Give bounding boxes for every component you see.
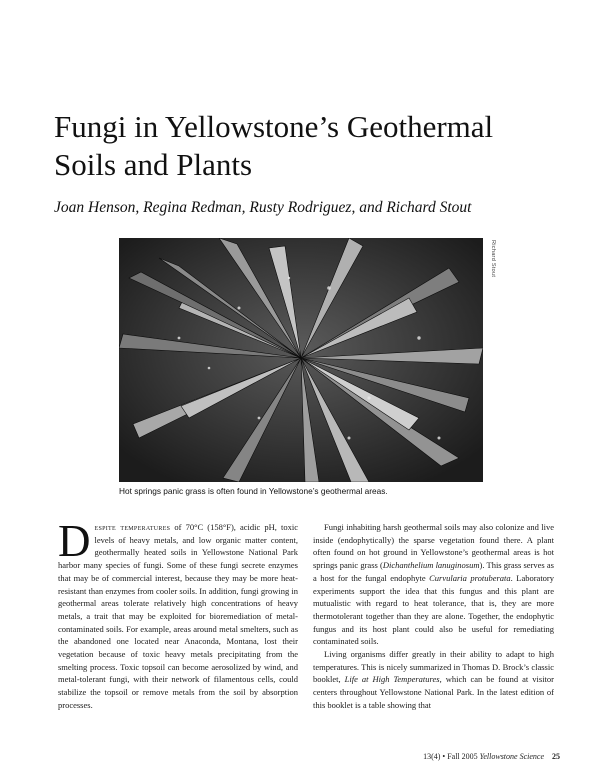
page-footer xyxy=(423,752,560,761)
book-title: Life at High Temperatures xyxy=(344,674,440,685)
scientific-name: Dichanthelium lanuginosum xyxy=(382,560,480,571)
title-line-2: Soils and Plants xyxy=(54,147,253,182)
title-line-1: Fungi in Yellowstone’s Geothermal xyxy=(54,109,494,144)
text-run: Fungi inhabiting harsh geothermal soils may also colonize and live inside (endophytically) the sparse vegetation found there. A plant often found on hot ground in Yellowstone’s geothermal areas is hot springs panic grass ( xyxy=(313,522,554,571)
intro-paragraph xyxy=(58,516,298,712)
article-authors: Joan Henson, Regina Redman, Rusty Rodriguez, and Richard Stout xyxy=(54,199,472,216)
text-run: ). This grass serves as a host for the fungal endophyte xyxy=(313,560,554,583)
page-number: 25 xyxy=(552,752,560,761)
left-column xyxy=(58,516,298,712)
text-run: . Laboratory experiments support the idea that this fungus and this plant are mutualistic with regard to heat tolerance, that is, they are more thermotolerant together than they are alone. Together, the endophytic fungus and its host plant could also be useful for remediating contaminated soils. xyxy=(313,572,555,647)
lead-in-text: espite temperatures xyxy=(94,522,171,532)
photo-credit: Richard Stout xyxy=(490,240,496,278)
journal-name: Yellowstone Science xyxy=(479,752,544,761)
drop-cap: D xyxy=(58,516,91,566)
article-title xyxy=(54,108,554,184)
issue-info: 13(4) • Fall 2005 xyxy=(423,752,480,761)
figure-caption: Hot springs panic grass is often found in Yellowstone’s geothermal areas. xyxy=(119,486,388,496)
grass-photo-illustration xyxy=(119,238,483,482)
grass-photo xyxy=(119,238,483,482)
paragraph-endophytes xyxy=(313,521,554,648)
text-run: , which can be found at visitor centers throughout Yellowstone National Park. In the latest edition of this booklet is a table showing that xyxy=(313,674,554,710)
intro-text: of 70°C (158°F), acidic pH, toxic levels of heavy metals, and low organic matter content, geothermally heated soils in Yellowstone National Park harbor many species of fungi. Some of these fungi secrete enzymes that may be of commercial interest, because they may be more heat-resistant than enzymes from cooler soils. In addition, fungi growing in geothermal areas tolerate relatively high concentrations of heavy metals, a trait that may be exploited for bioremediation of metal-contaminated soils. For example, areas around metal smelters, such as the abandoned one located near Anaconda, Montana, lost their vegetation because of toxic heavy metals precipitating from the smelting process. Toxic topsoil can become aerosolized by wind, and metal-tolerant fungi, with their network of filamentous cells, could stabilize the topsoil or remove metals from the soil by absorption processes. xyxy=(58,522,298,710)
right-column xyxy=(313,521,554,712)
paragraph-adaptation xyxy=(313,648,554,712)
text-run: Living organisms differ greatly in their ability to adapt to high temperatures. This is nicely summarized in Thomas D. Brock’s classic booklet, xyxy=(313,649,554,685)
scientific-name: Curvularia protuberata xyxy=(429,572,511,583)
